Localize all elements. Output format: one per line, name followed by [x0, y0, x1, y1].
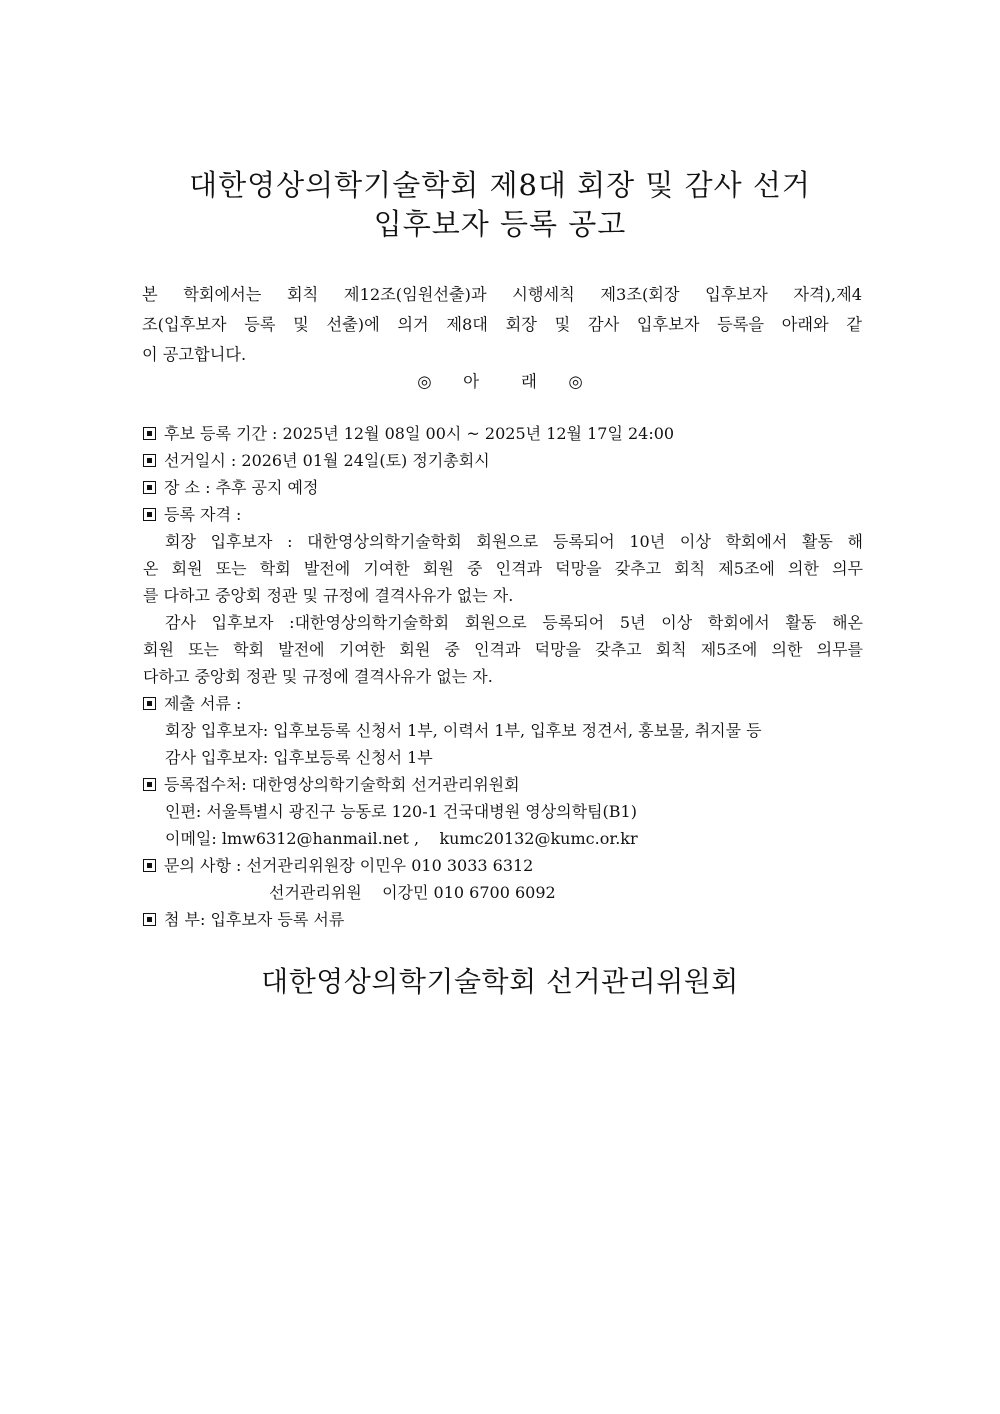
square-bullet-icon [143, 859, 156, 872]
square-bullet-icon [143, 508, 156, 521]
item-period-text: 후보 등록 기간 : 2025년 12월 08일 00시 ~ 2025년 12월 17일 24:00 [164, 424, 675, 443]
square-bullet-icon [143, 427, 156, 440]
issuer-signature: 대한영상의학기술학회 선거관리위원회 [261, 965, 739, 998]
title-line-2: 입후보자 등록 공고 [373, 207, 627, 241]
item-reception [143, 771, 863, 798]
square-bullet-icon [143, 454, 156, 467]
intro-line-1: 본 학회에서는 회칙 제12조(임원선출)과 시행세칙 제3조(회장 입후보자 자격),제4 [142, 285, 862, 304]
item-venue [143, 474, 863, 501]
qual-auditor-line-3: 다하고 중앙회 정관 및 규정에 결격사유가 없는 자. [143, 667, 493, 686]
intro-line-2: 조(입후보자 등록 및 선출)에 의거 제8대 회장 및 감사 입후보자 등록을 아래와 같 [142, 315, 862, 334]
qual-auditor-line-2: 회원 또는 학회 발전에 기여한 회원 중 인격과 덕망을 갖추고 회칙 제5조에 의한 의무를 [143, 640, 863, 659]
inquiry-second-contact: 선거관리위원 이강민 010 6700 6092 [269, 883, 556, 902]
reception-mail: 인편: 서울특별시 광진구 능동로 120-1 건국대병원 영상의학팀(B1) [165, 802, 637, 821]
item-venue-text: 장 소 : 추후 공지 예정 [164, 478, 319, 497]
item-attachment [143, 906, 863, 933]
item-election-date [143, 447, 863, 474]
qual-president-line-2: 온 회원 또는 학회 발전에 기여한 회원 중 인격과 덕망을 갖추고 회칙 제5조에 의한 의무 [143, 559, 863, 578]
square-bullet-icon [143, 778, 156, 791]
item-attachment-text: 첨 부: 입후보자 등록 서류 [164, 910, 345, 929]
documents-president: 회장 입후보자: 입후보등록 신청서 1부, 이력서 1부, 입후보 정견서, 홍보물, 취지물 등 [165, 721, 762, 740]
square-bullet-icon [143, 481, 156, 494]
qual-president-line-1: 회장 입후보자 : 대한영상의학기술학회 회원으로 등록되어 10년 이상 학회에서 활동 해 [165, 532, 863, 551]
intro-paragraph [142, 280, 862, 370]
item-documents-label: 제출 서류 : [164, 694, 242, 713]
qual-auditor-line-1: 감사 입후보자 :대한영상의학기술학회 회원으로 등록되어 5년 이상 학회에서 활동 해온 [165, 613, 863, 632]
square-bullet-icon [143, 913, 156, 926]
item-reception-text: 등록접수처: 대한영상의학기술학회 선거관리위원회 [164, 775, 520, 794]
item-documents [143, 690, 863, 717]
reception-email: 이메일: lmw6312@hanmail.net , kumc20132@kumc.or.kr [165, 829, 638, 848]
item-qualification-label: 등록 자격 : [164, 505, 242, 524]
item-qualification [143, 501, 863, 528]
item-inquiry [143, 852, 863, 879]
qual-president-line-3: 를 다하고 중앙회 정관 및 규정에 결격사유가 없는 자. [143, 586, 514, 605]
notice-items [143, 420, 863, 933]
title-line-1: 대한영상의학기술학회 제8대 회장 및 감사 선거 [189, 168, 811, 202]
below-heading: ◎ 아 래 ◎ [417, 372, 583, 391]
item-period [143, 420, 863, 447]
documents-auditor: 감사 입후보자: 입후보등록 신청서 1부 [165, 748, 433, 767]
item-election-date-text: 선거일시 : 2026년 01월 24일(토) 정기총회시 [164, 451, 490, 470]
item-inquiry-text: 문의 사항 : 선거관리위원장 이민우 010 3033 6312 [164, 856, 534, 875]
square-bullet-icon [143, 697, 156, 710]
intro-line-3: 이 공고합니다. [142, 345, 247, 364]
